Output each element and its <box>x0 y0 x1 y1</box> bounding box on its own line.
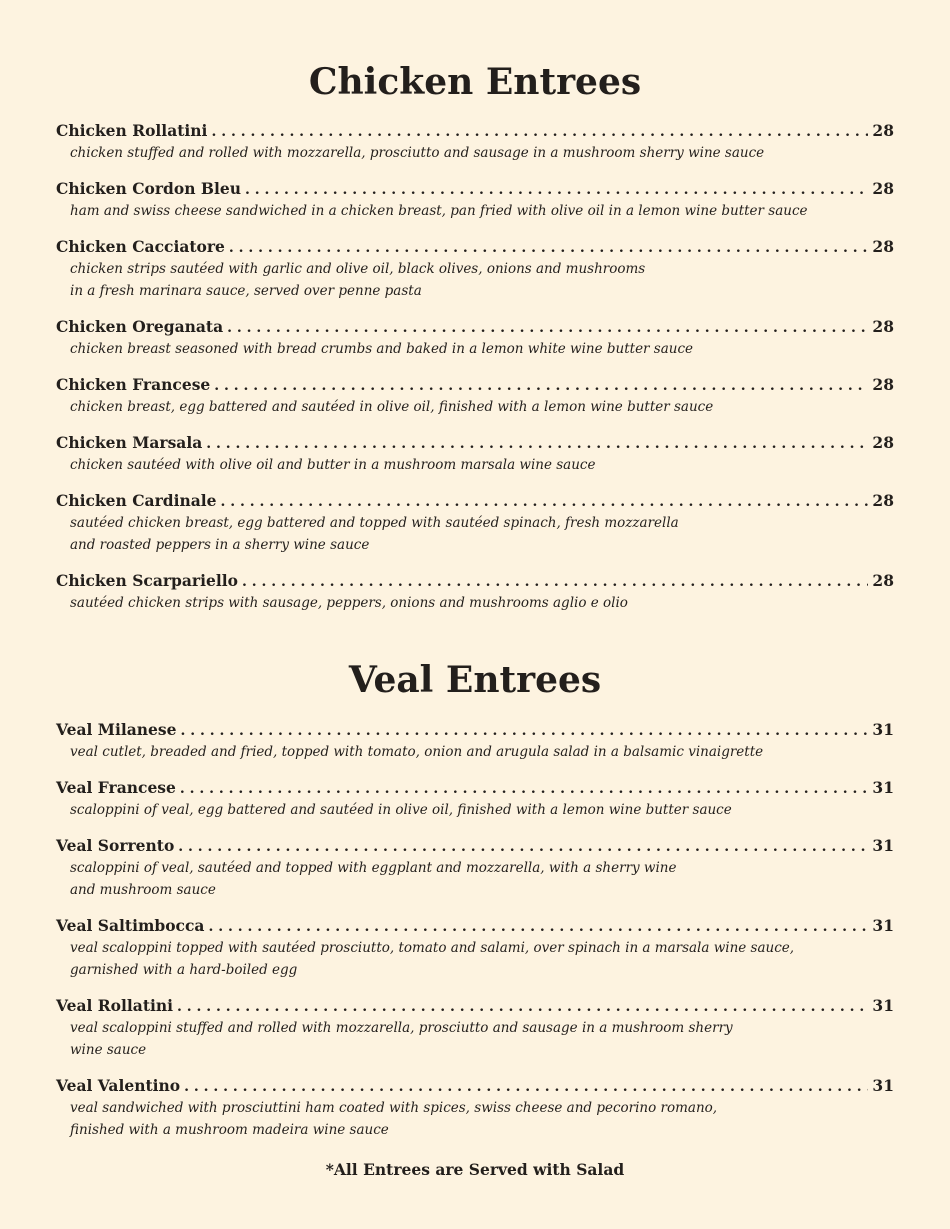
menu-item <box>56 490 894 556</box>
menu-item-price: 28 <box>872 571 894 590</box>
menu-item-name: Veal Rollatini <box>56 996 174 1015</box>
menu-item-description: chicken stuffed and rolled with mozzarella, prosciutto and sausage in a mushroom sherry wine sauce <box>70 145 765 161</box>
menu-item-price: 28 <box>872 433 894 452</box>
menu-item-description-line-1: sautéed chicken breast, egg battered and topped with sautéed spinach, fresh mozzarella <box>70 515 679 531</box>
menu-item <box>56 178 894 222</box>
menu-item-price: 28 <box>872 317 894 336</box>
menu-item-description: scaloppini of veal, egg battered and sautéed in olive oil, finished with a lemon wine butter sauce <box>70 802 732 818</box>
menu-item-price: 28 <box>872 375 894 394</box>
dot-leader <box>184 1076 868 1098</box>
menu-item-name: Chicken Cordon Bleu <box>56 179 242 198</box>
dot-leader <box>178 836 868 858</box>
menu-item-description-line-1: scaloppini of veal, sautéed and topped with eggplant and mozzarella, with a sherry wine <box>70 860 677 876</box>
dot-leader <box>227 317 868 339</box>
menu-item-name: Chicken Rollatini <box>56 121 208 140</box>
menu-item-description-line-2: in a fresh marinara sauce, served over penne pasta <box>70 283 422 299</box>
menu-item-price: 31 <box>872 916 894 935</box>
menu-item-name: Chicken Scarpariello <box>56 571 238 590</box>
menu-item-name: Veal Sorrento <box>56 836 175 855</box>
menu-item-price: 31 <box>872 778 894 797</box>
menu-item-price: 28 <box>872 179 894 198</box>
chicken-items-list <box>56 120 894 628</box>
menu-item-description-line-1: chicken strips sautéed with garlic and olive oil, black olives, onions and mushrooms <box>70 261 646 277</box>
menu-item-description-line-2: garnished with a hard-boiled egg <box>70 962 298 978</box>
menu-item <box>56 915 894 981</box>
menu-item-name: Chicken Marsala <box>56 433 203 452</box>
menu-item-price: 31 <box>872 720 894 739</box>
menu-item-name: Veal Valentino <box>56 1076 181 1095</box>
menu-item-description: ham and swiss cheese sandwiched in a chicken breast, pan fried with olive oil in a lemon wine butter sauce <box>70 203 808 219</box>
menu-item <box>56 835 894 901</box>
menu-item <box>56 374 894 418</box>
menu-item-description: veal cutlet, breaded and fried, topped with tomato, onion and arugula salad in a balsamic vinaigrette <box>70 744 764 760</box>
menu-item-description-line-2: and roasted peppers in a sherry wine sauce <box>70 537 370 553</box>
menu-item <box>56 120 894 164</box>
veal-section-title: Veal Entrees <box>348 659 602 701</box>
menu-item <box>56 719 894 763</box>
menu-item <box>56 1075 894 1141</box>
menu-item-description: chicken breast, egg battered and sautéed in olive oil, finished with a lemon wine butter sauce <box>70 399 714 415</box>
dot-leader <box>211 121 868 143</box>
menu-item <box>56 995 894 1061</box>
menu-item-name: Veal Saltimbocca <box>56 916 205 935</box>
menu-item-price: 31 <box>872 996 894 1015</box>
chicken-section-title: Chicken Entrees <box>308 61 642 103</box>
menu-item <box>56 777 894 821</box>
menu-item-name: Veal Milanese <box>56 720 177 739</box>
menu-item-name: Chicken Cacciatore <box>56 237 225 256</box>
menu-item-price: 31 <box>872 836 894 855</box>
menu-item-name: Chicken Cardinale <box>56 491 217 510</box>
menu-item <box>56 432 894 476</box>
menu-item-description-line-2: and mushroom sauce <box>70 882 216 898</box>
dot-leader <box>180 778 869 800</box>
menu-item-description-line-1: veal scaloppini stuffed and rolled with mozzarella, prosciutto and sausage in a mushroom sherry <box>70 1020 733 1036</box>
menu-item-name: Chicken Oreganata <box>56 317 224 336</box>
menu-item-description-line-2: finished with a mushroom madeira wine sauce <box>70 1122 389 1138</box>
dot-leader <box>214 375 868 397</box>
menu-item <box>56 316 894 360</box>
dot-leader <box>221 491 869 513</box>
menu-item-description-line-2: wine sauce <box>70 1042 147 1058</box>
menu-item-name: Chicken Francese <box>56 375 211 394</box>
menu-item-name: Veal Francese <box>56 778 176 797</box>
veal-items-list <box>56 719 894 1155</box>
menu-item-description-line-1: veal scaloppini topped with sautéed prosciutto, tomato and salami, over spinach in a marsala wine sauce, <box>70 940 795 956</box>
dot-leader <box>181 720 869 742</box>
dot-leader <box>245 179 868 201</box>
dot-leader <box>208 916 868 938</box>
dot-leader <box>229 237 869 259</box>
menu-item-description: sautéed chicken strips with sausage, peppers, onions and mushrooms aglio e olio <box>70 595 628 611</box>
dot-leader <box>177 996 868 1018</box>
menu-item-price: 28 <box>872 237 894 256</box>
menu-item-price: 28 <box>872 491 894 510</box>
dot-leader <box>206 433 868 455</box>
menu-item <box>56 236 894 302</box>
menu-item-price: 28 <box>872 121 894 140</box>
footnote: *All Entrees are Served with Salad <box>325 1160 625 1179</box>
menu-item-description-line-1: veal sandwiched with prosciuttini ham coated with spices, swiss cheese and pecorino romano, <box>70 1100 718 1116</box>
menu-item-price: 31 <box>872 1076 894 1095</box>
menu-item-description: chicken sautéed with olive oil and butter in a mushroom marsala wine sauce <box>70 457 596 473</box>
dot-leader <box>242 571 868 593</box>
menu-item-description: chicken breast seasoned with bread crumbs and baked in a lemon white wine butter sauce <box>70 341 694 357</box>
menu-item <box>56 570 894 614</box>
